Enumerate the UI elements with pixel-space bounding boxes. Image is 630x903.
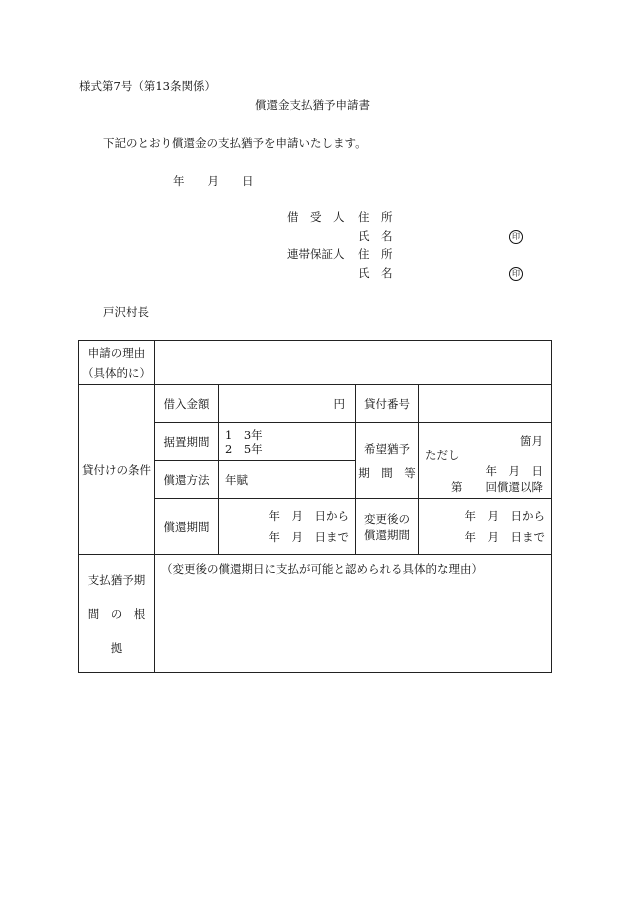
document-title: 償還金支払猶予申請書 (255, 98, 370, 112)
deferment-period-label: 据置期間 (155, 423, 219, 461)
hope-date: 年 月 日 (485, 464, 543, 478)
hope-count-unit: 箇月 (520, 434, 543, 448)
hope-period-label: 希望猶予 期 間 等 (356, 423, 419, 499)
deferment-period-options[interactable]: 1 3年 2 5年 (219, 423, 356, 461)
repayment-method-value: 年賦 (219, 461, 356, 499)
basis-note: （変更後の償還期日に支払が可能と認められる具体的な理由） (161, 562, 483, 576)
hope-proviso: ただし (425, 448, 460, 462)
basis-field[interactable] (155, 555, 552, 673)
repayment-period-label: 償還期間 (155, 499, 219, 555)
form-number: 様式第7号（第13条関係） (79, 79, 216, 93)
reason-field[interactable] (155, 341, 552, 385)
loan-amount-field[interactable] (219, 385, 356, 423)
guarantor-seal-icon: 印 (509, 267, 523, 281)
yen-unit: 円 (333, 396, 345, 411)
changed-period-field[interactable]: 年 月 日から 年 月 日まで (419, 499, 552, 555)
reason-label: 申請の理由 （具体的に） (79, 341, 155, 385)
loan-amount-label: 借入金額 (155, 385, 219, 423)
guarantor-label: 連帯保証人 (287, 247, 345, 261)
basis-label: 支払猶予期 間 の 根 拠 (79, 555, 155, 673)
guarantor-name-label: 氏 名 (358, 266, 393, 280)
loan-number-field[interactable] (419, 385, 552, 423)
application-table (78, 340, 552, 673)
borrower-seal-icon: 印 (509, 230, 523, 244)
repayment-period-field[interactable]: 年 月 日から 年 月 日まで (219, 499, 356, 555)
recipient: 戸沢村長 (103, 305, 149, 319)
repayment-method-label: 償還方法 (155, 461, 219, 499)
borrower-name-label: 氏 名 (358, 229, 393, 243)
changed-period-label: 変更後の 償還期間 (356, 499, 419, 555)
hope-period-field[interactable] (419, 423, 552, 499)
borrower-address-label: 住 所 (358, 210, 393, 224)
hope-times: 第 回償還以降 (451, 480, 543, 494)
borrower-label: 借 受 人 (287, 210, 345, 224)
guarantor-address-label: 住 所 (358, 247, 393, 261)
date-line: 年 月 日 (173, 174, 254, 188)
loan-number-label: 貸付番号 (356, 385, 419, 423)
intro-text: 下記のとおり償還金の支払猶予を申請いたします。 (103, 136, 367, 150)
conditions-label: 貸付けの条件 (79, 385, 155, 555)
